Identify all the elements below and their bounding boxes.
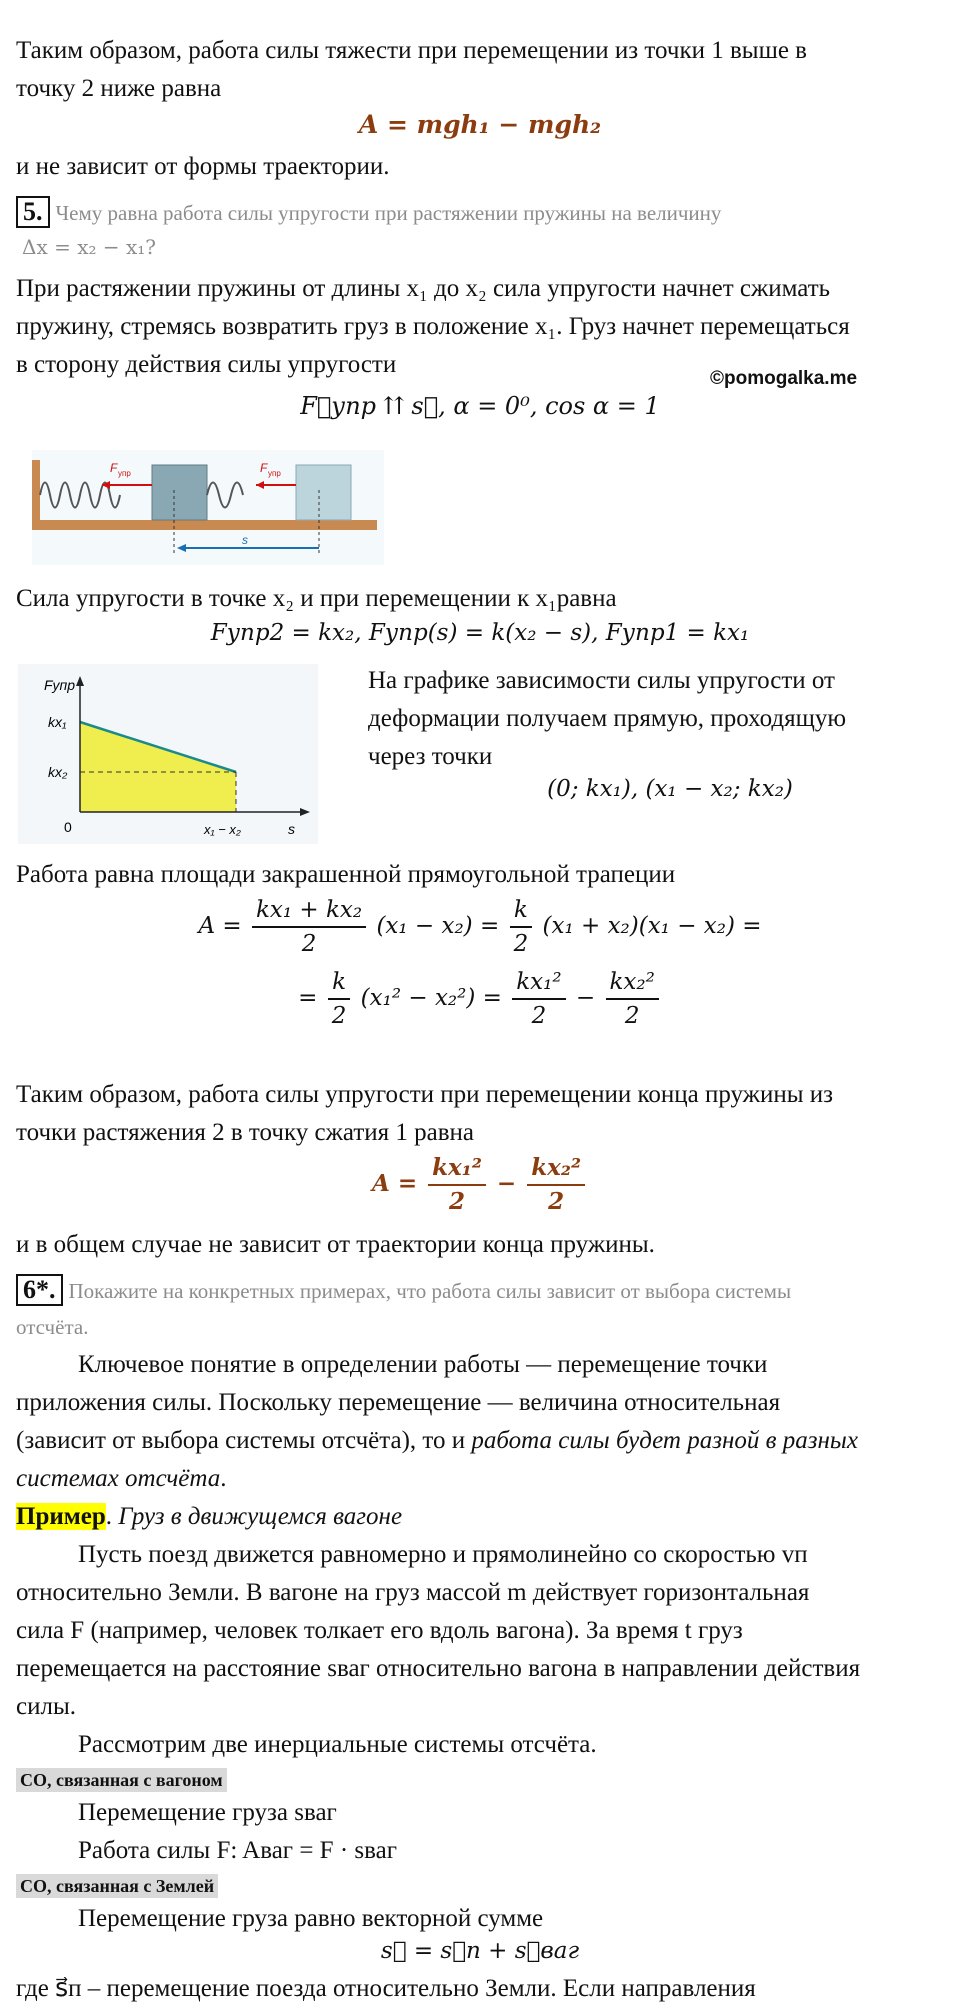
final-minus: −: [496, 1170, 517, 1197]
question-5: [16, 196, 946, 230]
eq2-fraction-1: [328, 966, 351, 1032]
intro-line-1: Таким образом, работа силы тяжести при перемещении из точки 1 выше в: [16, 37, 807, 64]
kx1-label: kx₁: [48, 714, 67, 730]
eq2-f3-den: 2: [624, 1003, 640, 1029]
block-start: [152, 465, 207, 520]
q6-para-1-line-4-italic: системах отсчёта: [16, 1465, 221, 1492]
intro-line-3: и не зависит от формы траектории.: [16, 153, 390, 180]
displacement-label: s: [242, 533, 248, 547]
eq2-f2-den: 2: [531, 1003, 547, 1029]
co-earth-label: СО, связанная с Землей: [16, 1874, 218, 1898]
final-f2-num: kx₂²: [527, 1152, 585, 1186]
q6-para-1-line-3: [16, 1422, 946, 1460]
intro-formula: A = mgh₁ − mgh₂: [358, 110, 602, 139]
eq1-f2-den: 2: [513, 931, 529, 957]
co-earth-line-1: Перемещение груза равно векторной сумме: [78, 1905, 544, 1932]
q6-para-2-line-1: Пусть поезд движется равномерно и прямолинейно со скоростью vп: [78, 1541, 808, 1568]
x-axis-label: s: [288, 821, 295, 837]
q6-para-1-line-1: Ключевое понятие в определении работы — перемещение точки: [78, 1351, 768, 1378]
spring-figure: [32, 450, 384, 565]
eq2-f2-num: kx₁²: [512, 966, 565, 1000]
final-lhs: A =: [371, 1170, 418, 1197]
wall: [32, 460, 40, 520]
floor: [32, 520, 377, 530]
question-5-number: 5.: [16, 196, 50, 228]
force-sub-1: упр: [118, 469, 131, 478]
example-label: Пример: [16, 1503, 106, 1530]
eq1-fraction-1: [252, 894, 366, 960]
graph-text-1: На графике зависимости силы упругости от: [368, 667, 835, 694]
q6-para-3: Рассмотрим две инерциальные системы отсчёта.: [78, 1731, 597, 1758]
example-title: Груз в движущемся вагоне: [118, 1503, 403, 1530]
eq1-fraction-2: [510, 894, 533, 960]
graph-text-2: деформации получаем прямую, проходящую: [368, 705, 847, 732]
eq2-lhs: =: [298, 985, 318, 1011]
graph-points: (0; kx₁), (x₁ − x₂; kx₂): [547, 776, 793, 802]
question-6-text-2: отсчёта.: [16, 1315, 89, 1339]
q6-para-1-line-4-end: .: [220, 1465, 227, 1492]
q5-answer-line-3: в сторону действия силы упругости: [16, 351, 397, 378]
eq1-f1-num: kx₁ + kx₂: [252, 894, 366, 928]
final-fraction-2: [527, 1152, 585, 1218]
conclusion-line-3: и в общем случае не зависит от траектории конца пружины.: [16, 1231, 655, 1258]
final-fraction-1: [428, 1152, 486, 1218]
intro-line-2: точку 2 ниже равна: [16, 75, 222, 102]
eq1-lhs: A =: [198, 913, 242, 939]
eq2-fraction-3: [606, 966, 659, 1032]
kx2-label: kx₂: [48, 764, 68, 780]
eq2-mid-1: (x₁² − x₂²) =: [360, 985, 502, 1011]
block-end: [296, 465, 351, 520]
q6-para-1-line-3-a: (зависит от выбора системы отсчёта), то и: [16, 1427, 466, 1454]
eq1-mid-1: (x₁ − x₂) =: [376, 913, 500, 939]
q5-vector-formula: F⃗упр ⇈ s⃗, α = 0⁰, cos α = 1: [300, 392, 660, 420]
eq2-f1-num: k: [328, 966, 351, 1000]
equation-2: [0, 966, 960, 1032]
eq1-f2-num: k: [510, 894, 533, 928]
question-5-text: Чему равна работа силы упругости при растяжении пружины на величину: [55, 201, 722, 225]
eq2-f1-den: 2: [331, 1003, 347, 1029]
eq1-f1-den: 2: [301, 931, 317, 957]
equation-1: [0, 894, 960, 960]
force-graph: [18, 664, 318, 844]
force-label-2: F: [260, 461, 268, 475]
q5-answer-line-2: пружину, стремясь возвратить груз в положение x₁. Груз начнет перемещаться: [16, 313, 850, 340]
question-6: [16, 1274, 946, 1308]
co-wagon-line-2: Работа силы F: Aваг = F · sваг: [78, 1837, 397, 1864]
q6-para-1-line-2: приложения силы. Поскольку перемещение — величина относительная: [16, 1389, 781, 1416]
eq2-f3-num: kx₂²: [606, 966, 659, 1000]
force-sub-2: упр: [268, 469, 281, 478]
question-6-number: 6*.: [16, 1274, 63, 1306]
conclusion-line-2: точки растяжения 2 в точку сжатия 1 равна: [16, 1119, 474, 1146]
eq1-mid-2: (x₁ + x₂)(x₁ − x₂) =: [542, 913, 762, 939]
x-tick-label: x₁ − x₂: [204, 822, 241, 837]
question-6-text: Покажите на конкретных примерах, что работа силы зависит от выбора системы: [68, 1279, 792, 1303]
area-line: Работа равна площади закрашенной прямоугольной трапеции: [16, 861, 676, 888]
final-f1-num: kx₁²: [428, 1152, 486, 1186]
graph-text-3: через точки: [368, 743, 493, 770]
watermark: ©pomogalka.me: [710, 368, 858, 389]
q6-para-2-line-3: сила F (например, человек толкает его вдоль вагона). За время t груз: [16, 1617, 743, 1644]
q6-para-2-line-5: силы.: [16, 1693, 76, 1720]
q6-para-2-line-4: перемещается на расстояние sваг относительно вагона в направлении действия: [16, 1655, 861, 1682]
co-wagon-label: СО, связанная с вагоном: [16, 1768, 227, 1792]
q6-para-1-line-4: [16, 1460, 946, 1498]
final-f1-den: 2: [449, 1188, 466, 1215]
q5-answer-line-1: При растяжении пружины от длины x₁ до x₂ сила упругости начнет сжимать: [16, 275, 831, 302]
co-earth-formula: s⃗ = s⃗п + s⃗ваг: [380, 1938, 580, 1964]
q6-para-2-line-2: относительно Земли. В вагоне на груз массой m действует горизонтальная: [16, 1579, 810, 1606]
q5-force-line: Сила упругости в точке x₂ и при перемещении к x₁равна: [16, 585, 617, 612]
final-formula: [0, 1152, 960, 1218]
q6-para-1-line-3-italic: работа силы будет разной в разных: [471, 1427, 858, 1454]
force-label-1: F: [110, 461, 118, 475]
eq2-fraction-2: [512, 966, 565, 1032]
co-wagon-line-1: Перемещение груза sваг: [78, 1799, 337, 1826]
question-5-text-2: Δx = x₂ − x₁?: [22, 235, 156, 259]
final-f2-den: 2: [548, 1188, 565, 1215]
eq2-minus: −: [575, 985, 596, 1011]
origin-label: 0: [64, 819, 72, 835]
co-earth-line-2: где s⃗п – перемещение поезда относительно Земли. Если направления: [16, 1975, 756, 2002]
y-axis-label: Fупр: [44, 677, 76, 693]
conclusion-line-1: Таким образом, работа силы упругости при перемещении конца пружины из: [16, 1081, 834, 1108]
example-heading: Пример. Груз в движущемся вагоне: [16, 1503, 403, 1530]
q5-force-formula: Fупр2 = kx₂, Fупр(s) = k(x₂ − s), Fупр1 = kx₁: [210, 620, 750, 646]
